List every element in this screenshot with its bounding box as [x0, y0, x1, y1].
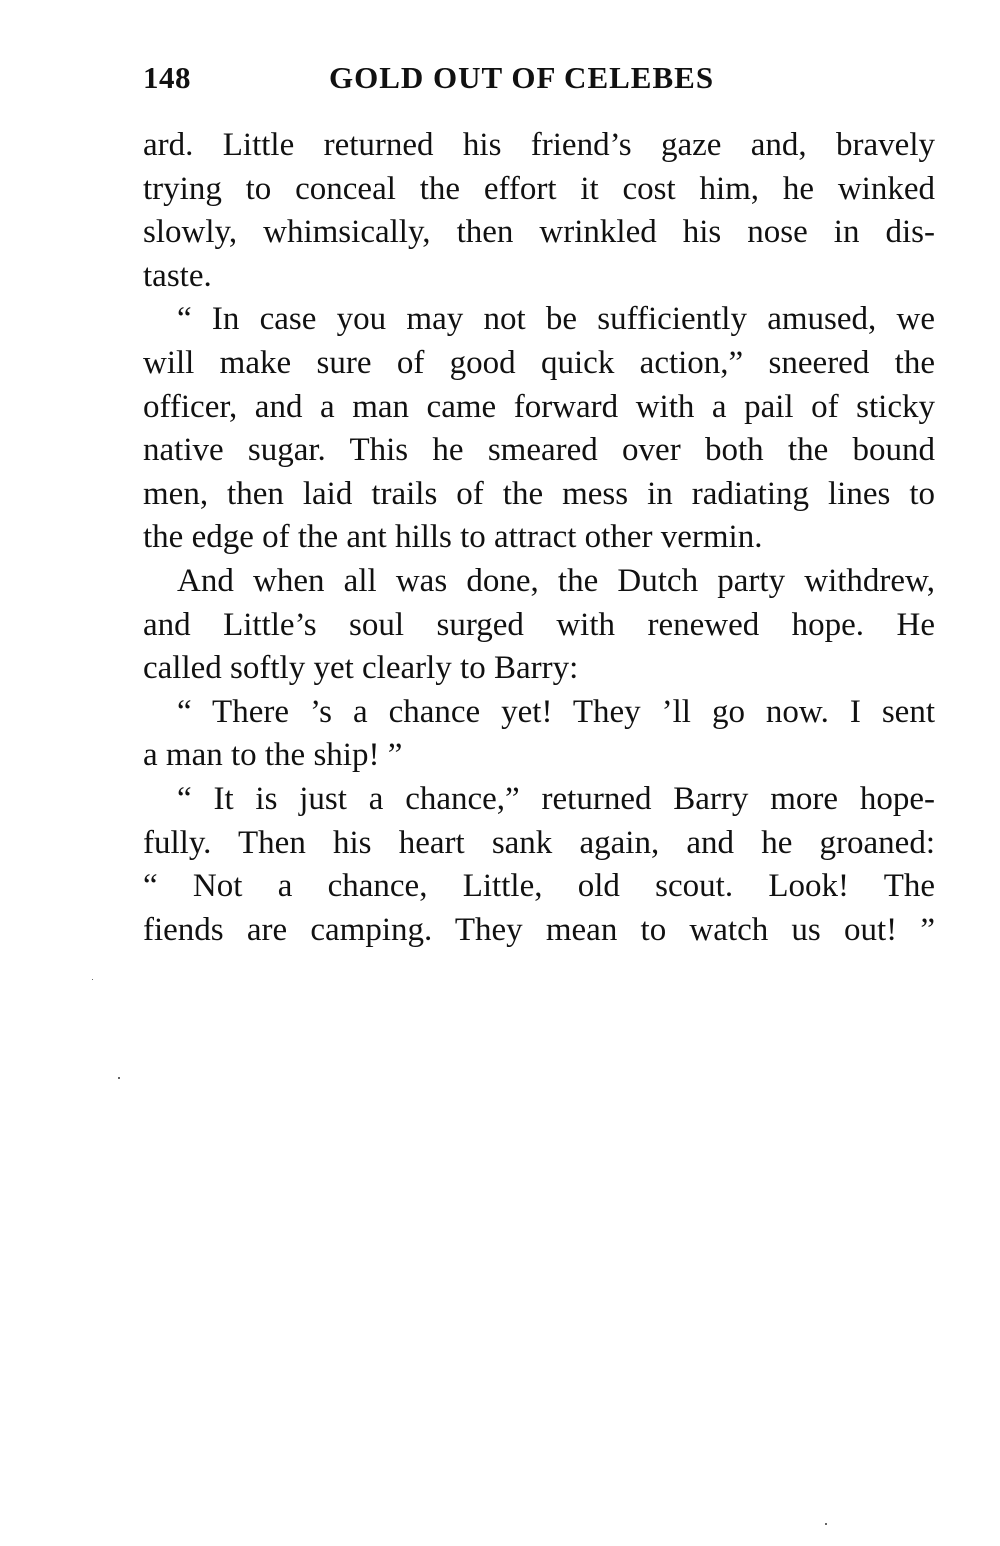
paragraph-3: [143, 560, 935, 691]
text-line: will make sure of good quick action,” sneered the: [143, 344, 935, 381]
scan-speck: [92, 979, 93, 980]
text-line: taste.: [143, 257, 212, 294]
text-line: called softly yet clearly to Barry:: [143, 650, 579, 687]
text-line: officer, and a man came forward with a pail of sticky: [143, 388, 935, 425]
text-line: “ It is just a chance,” returned Barry more hope-: [177, 780, 935, 817]
text-line: fully. Then his heart sank again, and he groaned:: [143, 824, 935, 861]
text-line: slowly, whimsically, then wrinkled his nose in dis-: [143, 214, 935, 251]
text-line: trying to conceal the effort it cost him, he winked: [143, 170, 935, 207]
scan-speck: [825, 1523, 827, 1525]
paragraph-2: [143, 298, 935, 560]
paragraph-5: [143, 778, 935, 952]
page-number: 148: [143, 60, 191, 95]
text-line: native sugar. This he smeared over both the bound: [143, 432, 935, 469]
text-line: a man to the ship! ”: [143, 737, 403, 774]
paragraph-4: [143, 691, 935, 778]
text-line: And when all was done, the Dutch party withdrew,: [177, 562, 935, 599]
book-title: GOLD OUT OF CELEBES: [329, 60, 715, 95]
scan-speck: [118, 1077, 120, 1079]
text-line: the edge of the ant hills to attract other vermin.: [143, 519, 763, 556]
text-line: fiends are camping. They mean to watch us out! ”: [143, 911, 935, 948]
text-line: “ Not a chance, Little, old scout. Look! The: [143, 868, 935, 905]
text-line: “ In case you may not be sufficiently amused, we: [177, 301, 935, 338]
body-text: [143, 124, 935, 952]
running-head: [143, 60, 933, 104]
paragraph-1: [143, 124, 935, 298]
text-line: ard. Little returned his friend’s gaze and, bravely: [143, 127, 935, 163]
text-line: and Little’s soul surged with renewed hope. He: [143, 606, 935, 643]
text-line: men, then laid trails of the mess in radiating lines to: [143, 475, 935, 512]
text-line: “ There ’s a chance yet! They ’ll go now. I sent: [177, 693, 935, 730]
